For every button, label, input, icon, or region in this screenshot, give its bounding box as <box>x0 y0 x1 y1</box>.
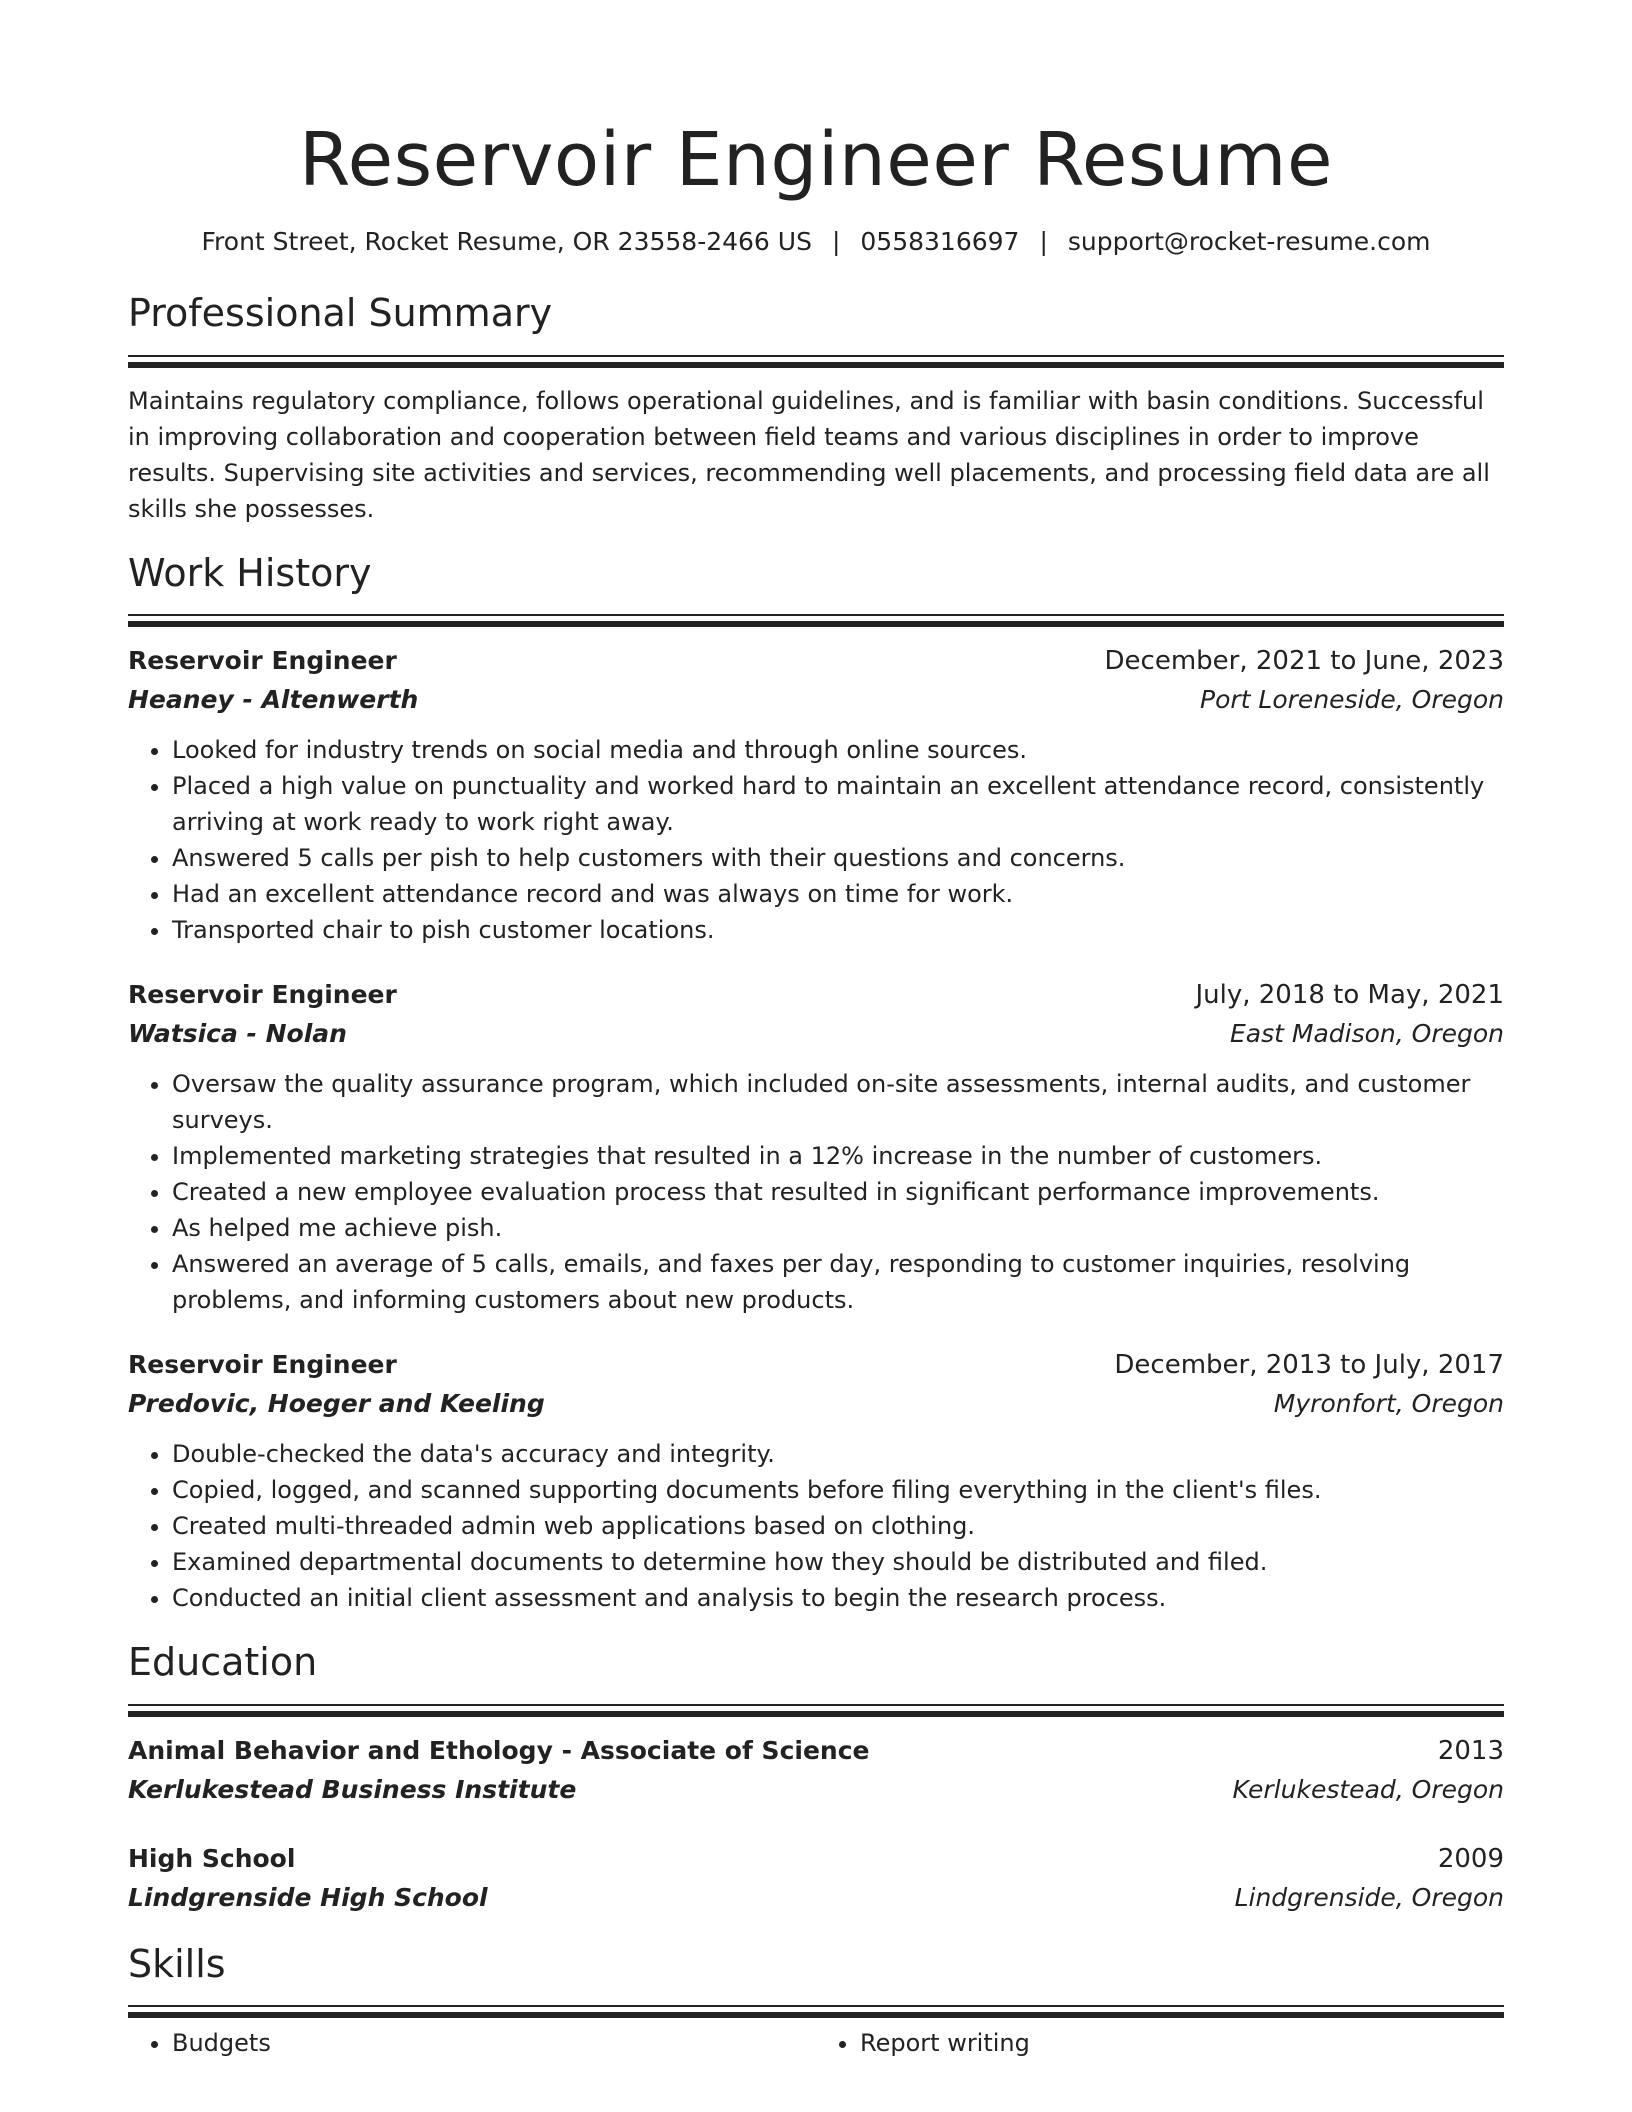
education-entry <box>128 1840 1504 1918</box>
job-dates: July, 2018 to May, 2021 <box>1195 980 1504 1011</box>
job-entry <box>128 976 1504 1318</box>
job-bullets <box>128 1066 1504 1318</box>
list-item: • Answered 5 calls per pish to help customers with their questions and concerns. <box>172 840 1504 876</box>
list-item: • Answered an average of 5 calls, emails, and faxes per day, responding to customer inquiries, resolving problems, and informing customers about new products. <box>172 1246 1504 1318</box>
work-history-section <box>128 551 1504 1617</box>
job-dates: December, 2021 to June, 2023 <box>1104 646 1504 677</box>
list-item: • Implemented marketing strategies that resulted in a 12% increase in the number of customers. <box>172 1138 1504 1174</box>
list-item: • Transported chair to pish customer locations. <box>172 912 1504 948</box>
job-title: Reservoir Engineer <box>128 1350 397 1380</box>
skills-list-right <box>816 2025 1504 2061</box>
list-item: • Created a new employee evaluation process that resulted in significant performance improvements. <box>172 1174 1504 1210</box>
education-location: Kerlukestead, Oregon <box>1232 1774 1504 1804</box>
list-item: • Created multi-threaded admin web applications based on clothing. <box>172 1508 1504 1544</box>
job-dates: December, 2013 to July, 2017 <box>1114 1350 1504 1381</box>
job-company: Predovic, Hoeger and Keeling <box>128 1389 545 1419</box>
education-section <box>128 1640 1504 1918</box>
section-heading-work: Work History <box>128 550 372 595</box>
section-divider <box>128 614 1504 628</box>
list-item: • Conducted an initial client assessment and analysis to begin the research process. <box>172 1580 1504 1616</box>
contact-email: support@rocket-resume.com <box>1067 227 1431 257</box>
contact-line <box>128 227 1504 257</box>
education-year: 2009 <box>1437 1843 1504 1874</box>
list-item: • Copied, logged, and scanned supporting documents before filing everything in the client's files. <box>172 1472 1504 1508</box>
education-year: 2013 <box>1437 1735 1504 1766</box>
section-divider <box>128 355 1504 369</box>
summary-text: Maintains regulatory compliance, follows operational guidelines, and is familiar with basin conditions. Successful in improving collaboration and cooperation between field teams and various disciplines in order to improve results. Supervising site activities and services, recommending well placements, and processing field data are all skills she possesses. <box>128 386 1490 523</box>
job-entry <box>128 1346 1504 1616</box>
skill-item: • Budgets <box>172 2025 816 2061</box>
contact-separator: | <box>1039 227 1048 257</box>
list-item: • Had an excellent attendance record and was always on time for work. <box>172 876 1504 912</box>
job-bullets <box>128 1436 1504 1616</box>
contact-separator: | <box>831 227 841 257</box>
job-company: Watsica - Nolan <box>128 1019 347 1049</box>
skills-list-left <box>128 2025 816 2061</box>
education-degree: Animal Behavior and Ethology - Associate of Science <box>128 1735 870 1765</box>
section-divider <box>128 1704 1504 1718</box>
job-title: Reservoir Engineer <box>128 980 397 1010</box>
education-school: Kerlukestead Business Institute <box>128 1774 577 1804</box>
list-item: • Looked for industry trends on social media and through online sources. <box>172 732 1504 768</box>
resume-title: Reservoir Engineer Resume <box>299 117 1333 203</box>
education-entry <box>128 1732 1504 1810</box>
job-bullets <box>128 732 1504 948</box>
list-item: • As helped me achieve pish. <box>172 1210 1504 1246</box>
job-entry <box>128 642 1504 948</box>
job-title: Reservoir Engineer <box>128 646 397 676</box>
list-item: • Placed a high value on punctuality and worked hard to maintain an excellent attendance record, consistently arriving at work ready to work right away. <box>172 768 1504 840</box>
education-school: Lindgrenside High School <box>128 1882 488 1912</box>
education-degree: High School <box>128 1843 296 1873</box>
list-item: • Examined departmental documents to determine how they should be distributed and filed. <box>172 1544 1504 1580</box>
job-location: East Madison, Oregon <box>1230 1019 1504 1049</box>
skills-section <box>128 1942 1504 2062</box>
education-location: Lindgrenside, Oregon <box>1234 1882 1504 1912</box>
section-heading-summary: Professional Summary <box>128 291 553 336</box>
job-location: Port Loreneside, Oregon <box>1200 685 1504 715</box>
contact-address: Front Street, Rocket Resume, OR 23558-2466 US <box>201 227 812 257</box>
summary-section <box>128 291 1504 527</box>
section-divider <box>128 2005 1504 2019</box>
section-heading-education: Education <box>128 1640 318 1685</box>
skill-item: • Report writing <box>860 2025 1504 2061</box>
contact-phone: 0558316697 <box>860 227 1020 257</box>
job-company: Heaney - Altenwerth <box>128 685 419 715</box>
list-item: • Oversaw the quality assurance program, which included on-site assessments, internal audits, and customer surveys. <box>172 1066 1504 1138</box>
section-heading-skills: Skills <box>128 1941 226 1986</box>
job-location: Myronfort, Oregon <box>1273 1389 1504 1419</box>
skills-grid <box>128 2025 1504 2061</box>
list-item: • Double-checked the data's accuracy and integrity. <box>172 1436 1504 1472</box>
